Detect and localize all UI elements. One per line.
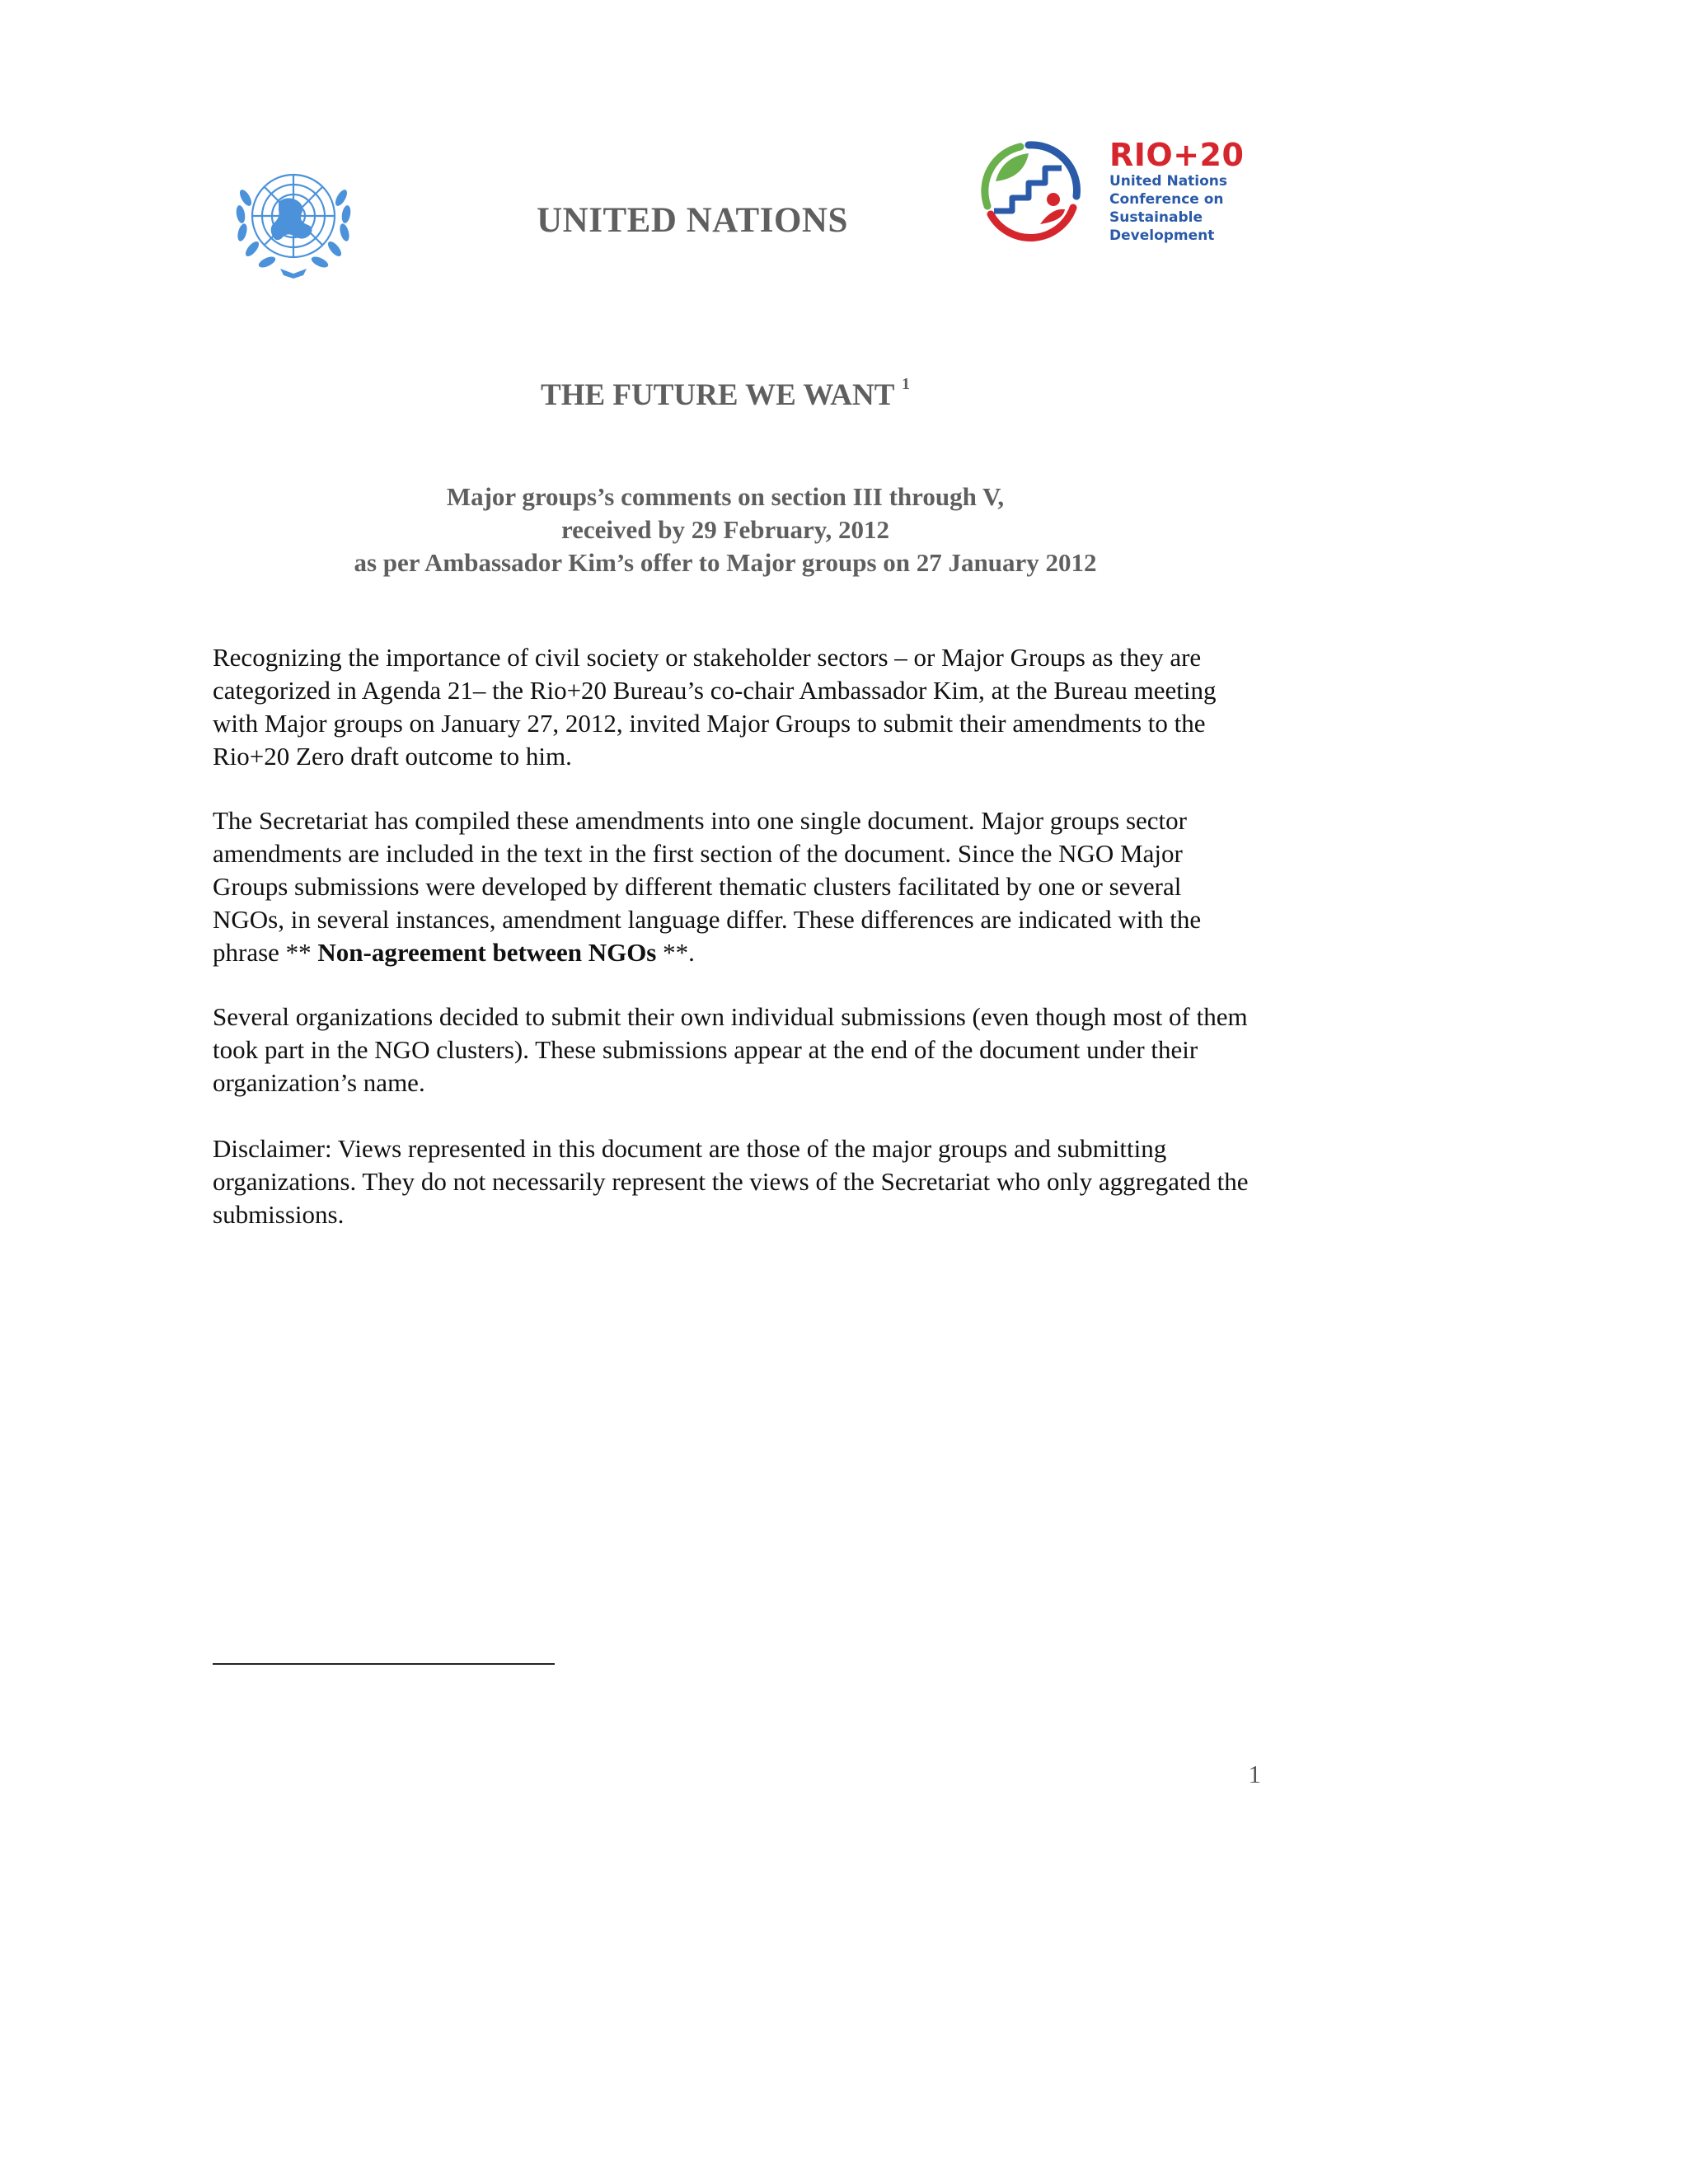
rio20-name: RIO+20 bbox=[1109, 137, 1245, 173]
paragraph-compilation-end: **. bbox=[656, 938, 695, 967]
paragraph-disclaimer: Disclaimer: Views represented in this document are those of the major groups and submitting organizations. They do not necessarily represent the views of the Secretariat who only aggregated the submissions. bbox=[213, 1134, 1249, 1229]
un-emblem-icon bbox=[221, 157, 366, 280]
document-title-text: THE FUTURE WE WANT bbox=[541, 378, 894, 412]
rio20-emblem-icon bbox=[971, 132, 1090, 251]
subtitle-line-2: received by 29 February, 2012 bbox=[560, 515, 890, 544]
rio20-wordmark bbox=[1109, 138, 1258, 244]
document-subtitle bbox=[231, 480, 1220, 579]
paragraph-compilation bbox=[213, 804, 1251, 969]
subtitle-line-1: Major groups’s comments on section III through V, bbox=[446, 482, 1005, 511]
paragraph-introduction: Recognizing the importance of civil society or stakeholder sectors – or Major Groups as they are categorized in Agenda 21– the Rio+20 Bureau’s co-chair Ambassador Kim, at the Bureau meeting with Major groups on January 27, 2012, invited Major Groups to submit their amendments to the Rio+20 Zero draft outcome to him. bbox=[213, 643, 1217, 771]
footnote-reference[interactable]: 1 bbox=[901, 374, 910, 393]
rio20-subtitle-line-2: Conference on bbox=[1109, 191, 1224, 208]
paragraph-individual-submissions: Several organizations decided to submit their own individual submissions (even though most of them took part in the NGO clusters). These submissions appear at the end of the document under their organization’s name. bbox=[213, 1002, 1248, 1097]
paragraph-compilation-text: The Secretariat has compiled these amendments into one single document. Major groups sector amendments are included in the text in the first section of the document. Since the NGO Major Groups submissions were developed by different thematic clusters facilitated by one or several NGOs, in several instances, amendment language differ. These differences are indicated with the phrase ** bbox=[213, 806, 1202, 967]
organization-title: UNITED NATIONS bbox=[537, 201, 848, 240]
document-title bbox=[462, 374, 989, 413]
rio20-logo bbox=[971, 132, 1251, 255]
non-agreement-phrase: Non-agreement between NGOs bbox=[317, 938, 657, 967]
rio20-subtitle-line-1: United Nations bbox=[1109, 173, 1228, 190]
un-emblem-logo bbox=[221, 157, 366, 280]
subtitle-line-3: as per Ambassador Kim’s offer to Major groups on 27 January 2012 bbox=[354, 548, 1097, 577]
rio20-subtitle-line-4: Development bbox=[1109, 227, 1215, 244]
footnote-separator bbox=[213, 1663, 555, 1665]
page-number: 1 bbox=[1248, 1760, 1261, 1788]
rio20-subtitle-line-3: Sustainable bbox=[1109, 209, 1203, 226]
